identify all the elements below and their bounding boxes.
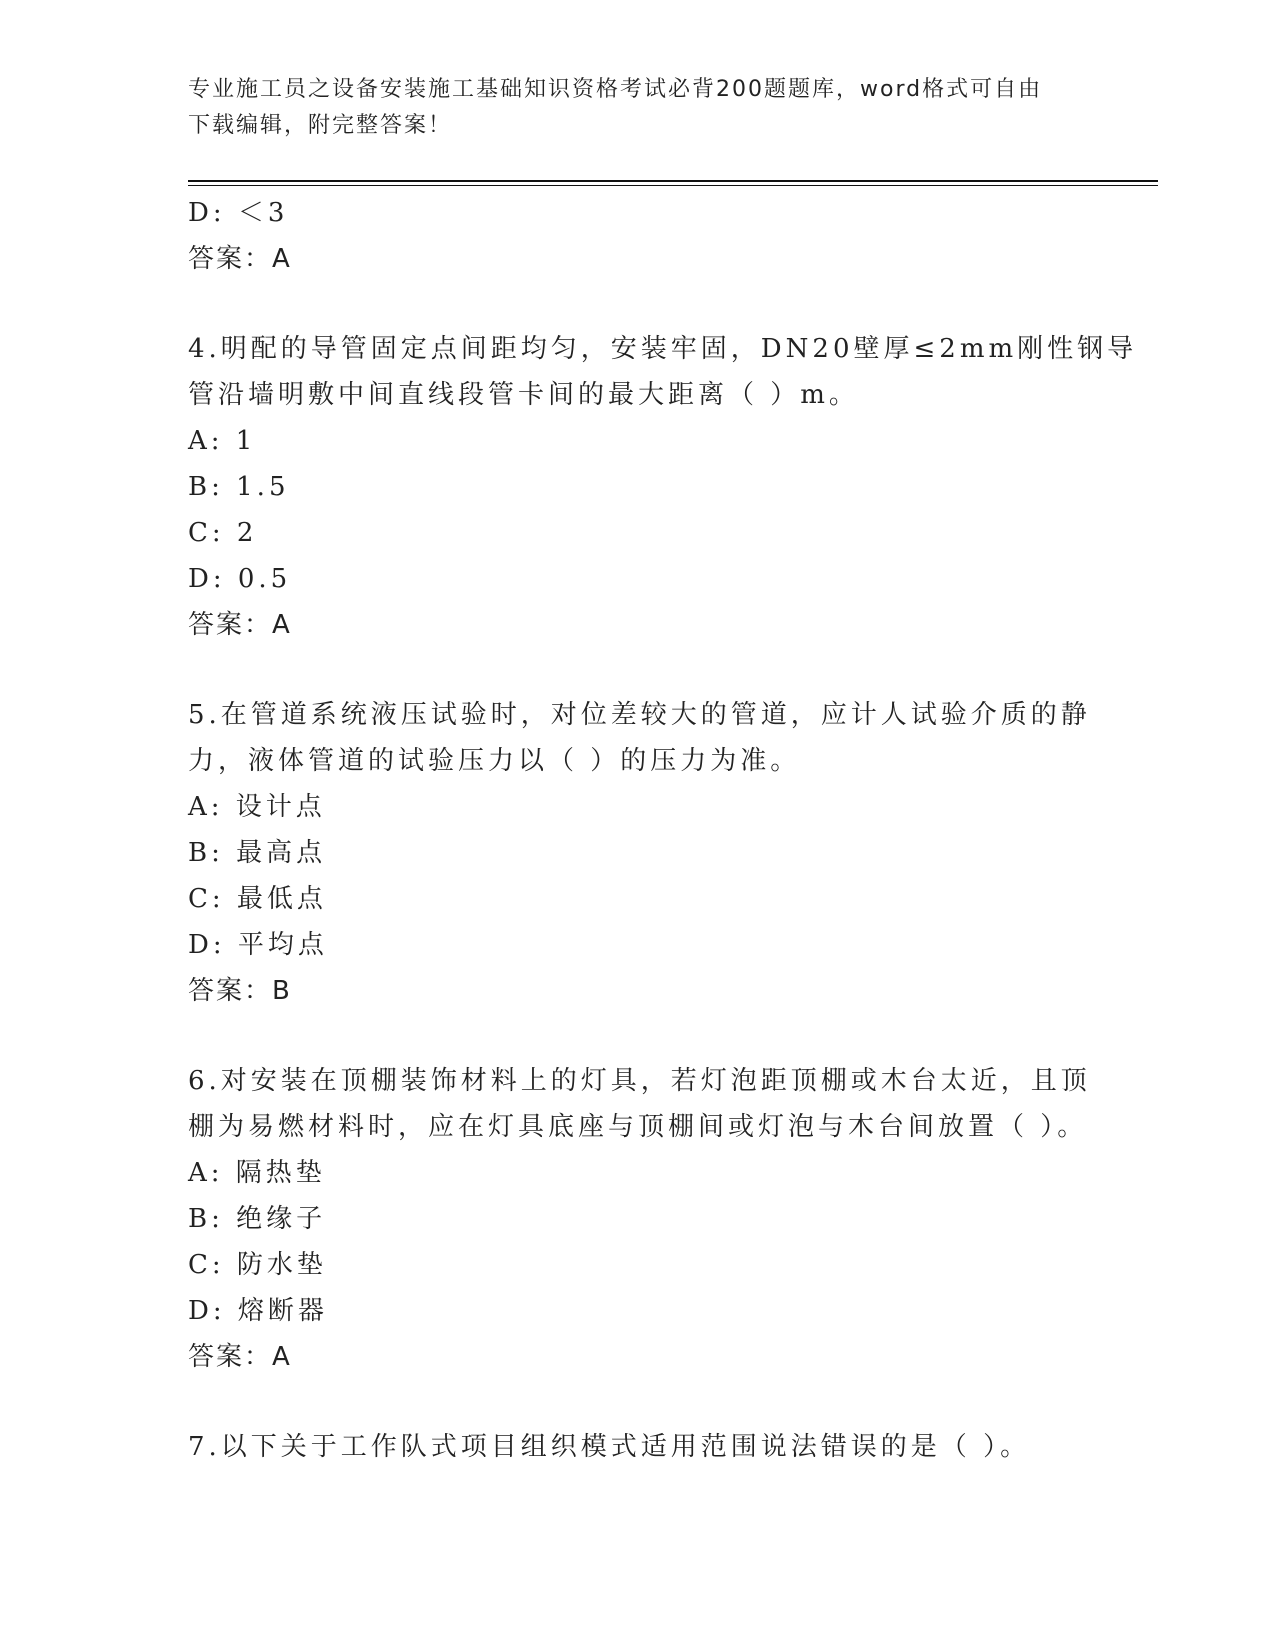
header-title-line-2: 下载编辑，附完整答案！ [188, 113, 453, 138]
question-7 [188, 1424, 1068, 1470]
question-5-option-a: A: 设计点 [188, 792, 326, 822]
question-6 [188, 1058, 1091, 1380]
question-3-tail [188, 190, 1068, 282]
document-header [188, 72, 1068, 144]
question-spacer [188, 648, 1068, 692]
question-3-option-d: D: ＜3 [188, 198, 289, 228]
question-6-stem-line-2: 棚为易燃材料时，应在灯具底座与顶棚间或灯泡与木台间放置（ ）。 [188, 1112, 1088, 1142]
question-4-option-a: A: 1 [188, 426, 257, 456]
question-4-stem-line-1: 4.明配的导管固定点间距均匀，安装牢固，DN20壁厚≤2mm刚性钢导 [188, 334, 1138, 364]
question-6-option-c: C: 防水垫 [188, 1250, 327, 1280]
question-3-answer: 答案：A [188, 244, 292, 274]
question-5-option-c: C: 最低点 [188, 884, 327, 914]
question-4-option-d: D: 0.5 [188, 564, 292, 594]
question-6-answer: 答案：A [188, 1342, 292, 1372]
question-6-option-a: A: 隔热垫 [188, 1158, 326, 1188]
question-spacer [188, 282, 1068, 326]
question-7-stem-line-1: 7.以下关于工作队式项目组织模式适用范围说法错误的是（ ）。 [188, 1432, 1031, 1462]
question-4-stem-line-2: 管沿墙明敷中间直线段管卡间的最大距离（ ）m。 [188, 380, 859, 410]
question-5-stem-line-2: 力，液体管道的试验压力以（ ）的压力为准。 [188, 746, 801, 776]
question-5-option-b: B: 最高点 [188, 838, 327, 868]
document-body [188, 190, 1138, 1470]
question-5-option-d: D: 平均点 [188, 930, 328, 960]
header-title-line-1: 专业施工员之设备安装施工基础知识资格考试必背200题题库，word格式可自由 [188, 77, 1043, 102]
question-spacer [188, 1380, 1068, 1424]
question-5-stem-line-1: 5.在管道系统液压试验时，对位差较大的管道，应计人试验介质的静 [188, 700, 1091, 730]
question-5-answer: 答案：B [188, 976, 292, 1006]
header-divider-thin [188, 185, 1158, 186]
question-spacer [188, 1014, 1068, 1058]
question-4-answer: 答案：A [188, 610, 292, 640]
question-4 [188, 326, 1138, 648]
question-6-option-b: B: 绝缘子 [188, 1204, 327, 1234]
question-4-option-b: B: 1.5 [188, 472, 290, 502]
question-4-option-c: C: 2 [188, 518, 258, 548]
header-divider-thick [188, 180, 1158, 182]
question-5 [188, 692, 1091, 1014]
question-6-option-d: D: 熔断器 [188, 1296, 328, 1326]
question-6-stem-line-1: 6.对安装在顶棚装饰材料上的灯具，若灯泡距顶棚或木台太近，且顶 [188, 1066, 1091, 1096]
